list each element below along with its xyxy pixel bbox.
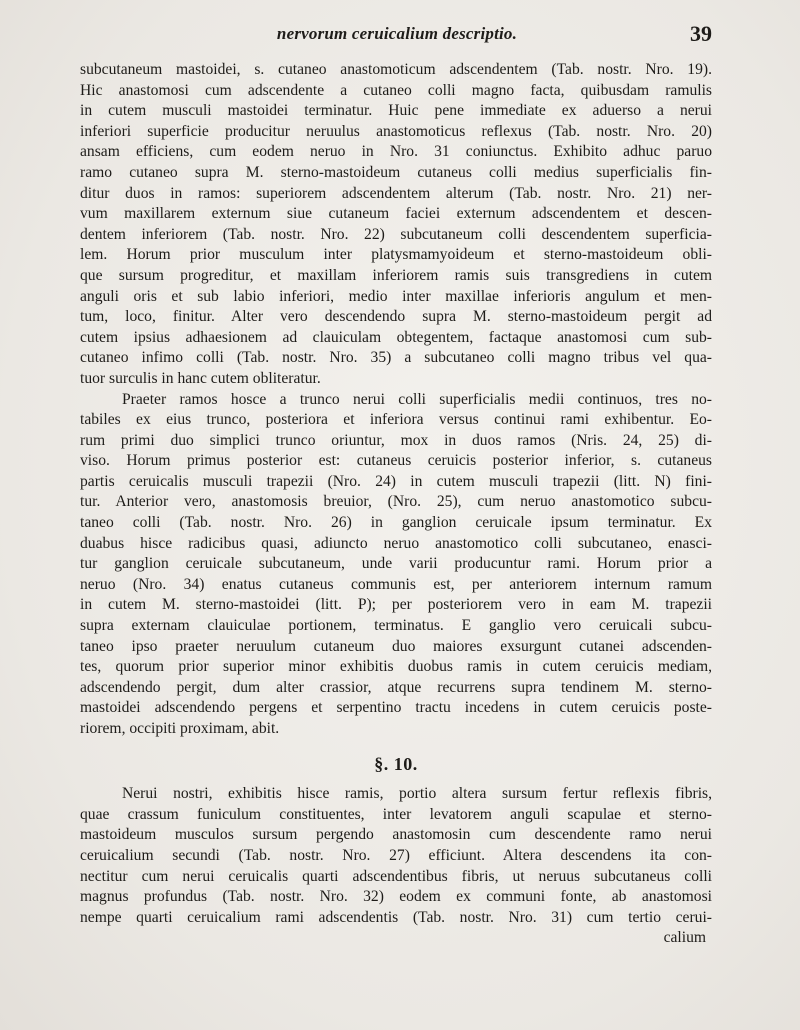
- text-line: nempe quarti ceruicalium rami adscendentis (Tab. nostr. Nro. 31) cum tertio cerui-: [80, 908, 712, 926]
- text-line: rum primi duo simplici trunco oriuntur, mox in duos ramos (Nris. 24, 25) di-: [80, 431, 712, 449]
- text-line: cutaneo infimo colli (Tab. nostr. Nro. 35) a subcutaneo colli magno tribus vel qua-: [80, 349, 712, 367]
- text-line: lem. Horum prior musculum inter platysmamyoideum et sterno-mastoideum obli-: [80, 246, 712, 264]
- text-line: que sursum progreditur, et maxillam inferiorem ramis suis transgrediens in cutem: [80, 266, 712, 284]
- text-line: vum maxillarem externum siue cutaneum faciei externum adscendentem et descen-: [80, 205, 712, 223]
- section-title: §. 10.: [374, 753, 418, 774]
- page-header: [86, 21, 712, 54]
- text-line: anguli oris et sub labio inferiori, medio inter maxillae inferioris angulum et men-: [80, 287, 712, 305]
- text-line: Hic anastomosi cum adscendente a cutaneo colli magno facta, quibusdam ramulis: [80, 81, 712, 99]
- text-line: adscendendo pergit, dum alter crassior, atque recurrens supra tendinem M. sterno-: [80, 678, 712, 696]
- text-line: Nerui nostri, exhibitis hisce ramis, portio altera sursum fertur reflexis fibris,: [122, 785, 712, 803]
- text-line: partis ceruicalis musculi trapezii (Nro. 24) in cutem musculi trapezii (litt. N) fini-: [80, 472, 712, 490]
- text-line: cutem ipsius adhaesionem ad clauiculam obtegentem, factaque anastomosi cum sub-: [80, 328, 712, 346]
- paragraph-3: [80, 784, 712, 949]
- text-line: neruo (Nro. 34) enatus cutaneus communis est, per anteriorem internum ramum: [80, 575, 712, 593]
- page-body: [80, 60, 712, 949]
- text-line: tuor surculis in hanc cutem obliteratur.: [80, 369, 321, 387]
- text-line: supra externam clauiculae portionem, terminatus. E ganglio vero ceruicali subcu-: [80, 617, 712, 635]
- text-line: mastoidei adscendendo pergens et serpentino tractu incedens in cutem ceruicis poste-: [80, 699, 712, 717]
- text-line: magnus profundus (Tab. nostr. Nro. 32) eodem ex communi fonte, ab anastomosi: [80, 888, 712, 906]
- paragraph-2: [80, 390, 712, 740]
- text-line: calium: [663, 929, 706, 947]
- text-line: riorem, occipiti proximam, abit.: [80, 720, 280, 737]
- text-line: inferiori superficie producitur neruulus anastomoticus reflexus (Tab. nostr. Nro. 20): [80, 122, 712, 140]
- text-line: in cutem M. sterno-mastoidei (litt. P); per posteriorem vero in eam M. trapezii: [80, 596, 712, 614]
- text-line: subcutaneum mastoidei, s. cutaneo anastomoticum adscendentem (Tab. nostr. Nro. 19).: [80, 61, 712, 78]
- text-line: ramo cutaneo supra M. sterno-mastoideum cutaneus colli medius superficialis fin-: [80, 163, 712, 181]
- text-line: taneo ipso praeter neruulum cutaneum duo maiores exsurgunt cutanei adscenden-: [80, 637, 712, 655]
- text-line: mastoideum musculos sursum pergendo anastomosin cum descendente ramo nerui: [80, 826, 712, 844]
- text-line: Praeter ramos hosce a trunco nerui colli superficialis medii continuos, tres no-: [122, 390, 712, 408]
- text-line: tabiles ex eius trunco, posteriora et inferiora versus continui rami exhibentur. Eo-: [80, 411, 712, 429]
- text-line: dentem inferiorem (Tab. nostr. Nro. 22) subcutaneum colli descendentem superficia-: [80, 225, 712, 243]
- text-line: tur ganglion ceruicale subcutaneum, unde varii producuntur rami. Horum prior a: [80, 555, 712, 573]
- text-line: tes, quorum prior superior minor exhibitis duobus ramis in cutem ceruicis mediam,: [80, 658, 712, 676]
- text-line: ditur duos in ramos: superiorem adscendentem alterum (Tab. nostr. Nro. 21) ner-: [80, 184, 712, 202]
- text-line: tur. Anterior vero, anastomosis breuior, (Nro. 25), cum neruo anastomotico subcu-: [80, 493, 712, 511]
- text-line: quae crassum funiculum constituentes, inter levatorem anguli scapulae et sterno-: [80, 805, 712, 823]
- text-line: taneo colli (Tab. nostr. Nro. 26) in ganglion ceruicale ipsum terminatur. Ex: [80, 514, 712, 532]
- paragraph-1: [80, 60, 712, 390]
- page-number: 39: [690, 21, 712, 46]
- text-line: duabus hisce radicibus quasi, adiuncto neruo anastomotico colli subcutaneo, enasci-: [80, 534, 712, 552]
- text-line: ceruicalium secundi (Tab. nostr. Nro. 27) efficiunt. Altera descendens ita con-: [80, 846, 712, 864]
- running-head: nervorum ceruicalium descriptio.: [276, 24, 518, 43]
- text-line: in cutem musculi mastoidei terminatur. Huic pene immediate ex aduerso a nerui: [80, 102, 712, 120]
- text-line: viso. Horum primus posterior est: cutaneus ceruicis posterior inferior, s. cutaneus: [80, 452, 712, 470]
- text-line: ansam efficiens, cum eodem neruo in Nro. 31 coniunctus. Exhibito adhuc paruo: [80, 143, 712, 161]
- text-line: nectitur cum nerui ceruicalis quarti adscendentibus fibris, ut neruus subcutaneus colli: [80, 867, 712, 885]
- text-line: tum, loco, finitur. Alter vero descendendo supra M. sterno-mastoideum pergit ad: [80, 308, 712, 326]
